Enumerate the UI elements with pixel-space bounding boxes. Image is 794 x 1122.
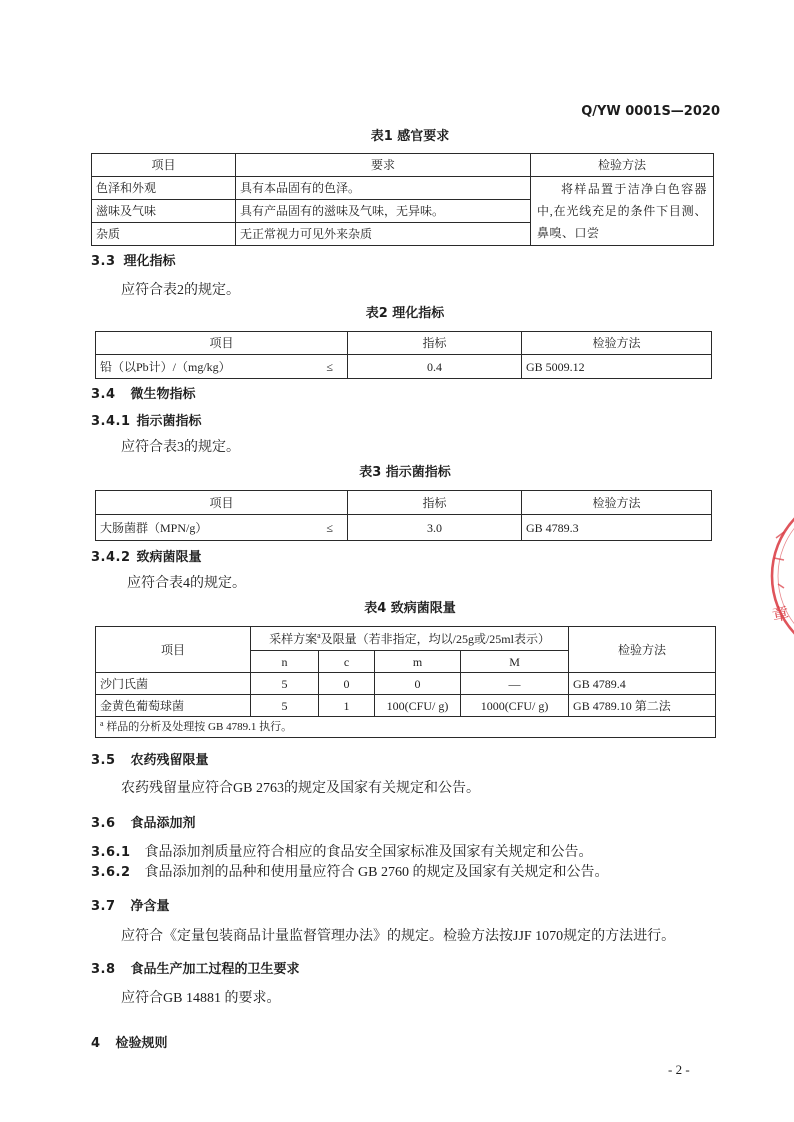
table4-cell-item: 金黄色葡萄球菌 [96,695,251,717]
section-number: 3.3 [91,254,116,269]
section-3-5-heading [91,753,209,769]
table1-title: 表1 感官要求 [370,129,450,144]
table2-physicochemical [95,331,712,379]
section-3-6-1-clause [91,845,593,861]
footnote-text: 样品的分析及处理按 GB 4789.1 执行。 [103,721,293,733]
less-equal-operator: ≤ [326,520,333,535]
item-label: 铅（以Pb计）/（mg/kg） [100,359,231,374]
table3-header-row [96,491,712,515]
section-3-4-heading [91,387,196,403]
table1-header-item: 项目 [92,154,236,177]
section-3-6-2-clause [91,865,608,881]
svg-text:章: 章 [770,603,792,627]
table1-cell-item: 滋味及气味 [92,200,236,223]
section-3-4-2-text: 应符合表4的规定。 [127,576,246,591]
standard-code: Q/YW 0001S—2020 [581,104,720,119]
section-3-8-text: 应符合GB 14881 的要求。 [121,991,281,1006]
section-title: 净含量 [130,899,170,914]
table3-header-method: 检验方法 [522,491,712,515]
table3-cell-item [96,515,348,541]
table1-cell-method: 将样品置于洁净白色容器中,在光线充足的条件下目测、鼻嗅、口尝 [531,177,714,246]
table2-header-method: 检验方法 [522,332,712,355]
table4-footnote [96,717,716,738]
section-number: 3.7 [91,899,116,914]
table3-title: 表3 指示菌指标 [359,465,451,480]
clause-text: 食品添加剂的品种和使用量应符合 GB 2760 的规定及国家有关规定和公告。 [144,865,609,880]
less-equal-operator: ≤ [326,359,333,374]
table3-cell-method: GB 4789.3 [522,515,712,541]
table1-cell-requirement: 无正常视力可见外来杂质 [236,223,531,246]
table1-cell-item: 色泽和外观 [92,177,236,200]
table2-header-indicator: 指标 [348,332,522,355]
table4-cell-method: GB 4789.4 [569,673,716,695]
table3-header-indicator: 指标 [348,491,522,515]
table4-cell-n: 5 [251,673,319,695]
section-number: 3.6 [91,816,116,831]
table2-header-item: 项目 [96,332,348,355]
section-3-8-heading [91,962,300,978]
table4-cell-c: 0 [319,673,375,695]
section-3-4-1-text: 应符合表3的规定。 [121,440,240,455]
table4-cell-M: — [461,673,569,695]
table4-header-method: 检验方法 [569,627,716,673]
red-seal-stamp-icon [752,488,794,663]
table4-title: 表4 致病菌限量 [364,601,456,616]
table4-pathogen-limits [95,626,716,738]
table1-header-row [92,154,714,177]
table4-cell-method: GB 4789.10 第二法 [569,695,716,717]
table2-title: 表2 理化指标 [365,306,445,321]
section-3-4-2-heading [91,550,202,566]
section-number: 3.5 [91,753,116,768]
section-number: 3.4.2 [91,550,131,565]
table4-header-row [96,627,716,651]
section-title: 食品生产加工过程的卫生要求 [130,962,300,977]
section-title: 指示菌指标 [136,414,202,429]
table1-header-requirement: 要求 [236,154,531,177]
footnote-mark: a [317,630,321,640]
table4-header-n: n [251,651,319,673]
footnote-mark: a [100,719,104,728]
table3-header-item: 项目 [96,491,348,515]
table4-cell-m: 100(CFU/ g) [375,695,461,717]
section-title: 检验规则 [115,1036,168,1051]
clause-text: 食品添加剂质量应符合相应的食品安全国家标准及国家有关规定和公告。 [144,845,593,860]
section-title: 微生物指标 [130,387,196,402]
table-row [96,695,716,717]
section-3-4-1-heading [91,414,202,430]
plan-suffix: 及限量（若非指定，均以/25g或/25ml表示） [320,631,550,646]
table4-cell-m: 0 [375,673,461,695]
table-row [96,515,712,541]
table4-footnote-row [96,717,716,738]
table4-header-sampling-plan [251,627,569,651]
table1-cell-requirement: 具有产品固有的滋味及气味，无异味。 [236,200,531,223]
table1-sensory-requirements [91,153,714,246]
item-label: 大肠菌群（MPN/g） [100,520,208,535]
clause-number: 3.6.2 [91,865,131,880]
section-title: 食品添加剂 [130,816,196,831]
table4-header-M: M [461,651,569,673]
table2-cell-item [96,355,348,379]
table2-cell-method: GB 5009.12 [522,355,712,379]
table-row [92,177,714,200]
table4-cell-item: 沙门氏菌 [96,673,251,695]
table1-header-method: 检验方法 [531,154,714,177]
section-3-3-heading [91,254,176,270]
table2-cell-value: 0.4 [348,355,522,379]
section-title: 理化指标 [123,254,176,269]
section-3-5-text: 农药残留量应符合GB 2763的规定及国家有关规定和公告。 [121,781,480,796]
table-row [96,673,716,695]
section-4-heading [91,1036,168,1052]
section-number: 3.8 [91,962,116,977]
section-number: 3.4 [91,387,116,402]
section-3-6-heading [91,816,196,832]
section-title: 农药残留限量 [130,753,209,768]
table4-cell-n: 5 [251,695,319,717]
section-3-7-text: 应符合《定量包装商品计量监督管理办法》的规定。检验方法按JJF 1070规定的方法进行。 [121,929,676,944]
table-row [96,355,712,379]
table3-cell-value: 3.0 [348,515,522,541]
plan-prefix: 采样方案 [269,631,318,646]
section-3-3-text: 应符合表2的规定。 [121,283,240,298]
section-number: 4 [91,1036,101,1051]
table3-indicator-bacteria [95,490,712,541]
table4-header-m: m [375,651,461,673]
section-title: 致病菌限量 [136,550,202,565]
clause-number: 3.6.1 [91,845,131,860]
table4-header-item: 项目 [96,627,251,673]
table2-header-row [96,332,712,355]
page-number: - 2 - [668,1062,690,1077]
table1-cell-requirement: 具有本品固有的色泽。 [236,177,531,200]
table4-cell-M: 1000(CFU/ g) [461,695,569,717]
section-number: 3.4.1 [91,414,131,429]
section-3-7-heading [91,899,170,915]
table4-cell-c: 1 [319,695,375,717]
table1-cell-item: 杂质 [92,223,236,246]
table4-header-c: c [319,651,375,673]
